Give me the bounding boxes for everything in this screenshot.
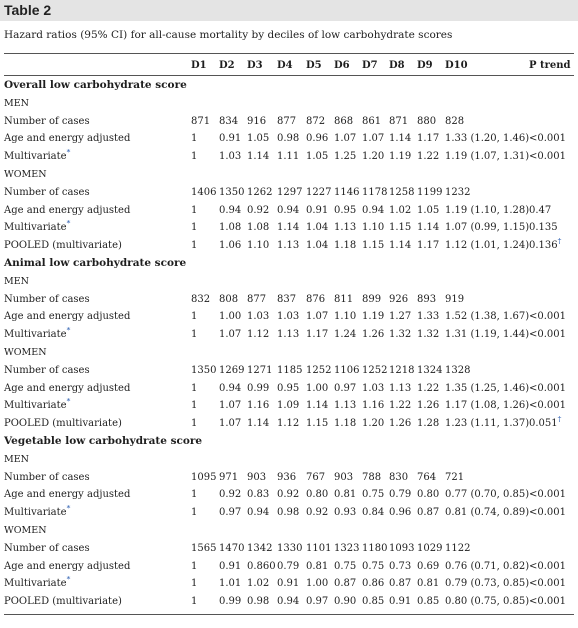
- table-cell: <0.001: [529, 507, 567, 519]
- table-cell: 1.16: [247, 400, 270, 412]
- column-header-d8: D8: [389, 60, 405, 71]
- table-cell: 1.22: [389, 400, 412, 412]
- table-cell: 1: [191, 596, 198, 608]
- group-label: WOMEN: [4, 525, 47, 536]
- row-label: Multivariate*: [4, 147, 71, 163]
- table-cell: 1258: [389, 186, 415, 198]
- table-cell: 0.98: [247, 596, 270, 608]
- table-cell: 1.31 (1.19, 1.44): [445, 329, 530, 341]
- table-cell: 0.85: [417, 596, 440, 608]
- table-cell: 1.13: [389, 382, 412, 394]
- table-cell: 0.81: [306, 560, 329, 572]
- table-cell: 0.81: [334, 489, 357, 501]
- table-cell: 1.14: [389, 240, 412, 252]
- table-cell: 1.23 (1.11, 1.37): [445, 418, 530, 430]
- table-cell: 1146: [334, 186, 360, 198]
- table-cell: 1095: [191, 471, 217, 483]
- table-cell: 1.35 (1.25, 1.46): [445, 382, 530, 394]
- table-cell: 1.19: [389, 151, 412, 163]
- header-rule: [4, 75, 574, 76]
- table-cell: 1.00: [219, 311, 242, 323]
- column-header-p-trend: P trend: [529, 60, 571, 71]
- table-cell: 1.25: [334, 151, 357, 163]
- table-cell: 811: [334, 293, 354, 305]
- row-label: POOLED (multivariate): [4, 418, 122, 430]
- table-cell: 0.80: [306, 489, 329, 501]
- table-cell: 1.03: [362, 382, 385, 394]
- table-cell: 871: [389, 115, 409, 127]
- table-cell: 0.94: [219, 204, 242, 216]
- table-title: Table 2: [4, 2, 52, 18]
- table-cell: 1.52 (1.38, 1.67): [445, 311, 530, 323]
- table-cell: 1227: [306, 186, 332, 198]
- table-cell: 1.33 (1.20, 1.46): [445, 133, 530, 145]
- table-cell: 1218: [389, 364, 415, 376]
- table-cell: 828: [445, 115, 465, 127]
- table-cell: 1271: [247, 364, 273, 376]
- table-title-bar: [0, 0, 578, 21]
- table-cell: 877: [247, 293, 267, 305]
- table-cell: 834: [219, 115, 239, 127]
- table-cell: 1.22: [417, 382, 440, 394]
- row-label: Multivariate*: [4, 575, 71, 590]
- table-cell: 0.051†: [529, 414, 562, 430]
- table-cell: 1.15: [306, 418, 329, 430]
- table-cell: 1.17: [417, 240, 440, 252]
- table-cell: 1262: [247, 186, 273, 198]
- table-cell: 1.14: [277, 222, 300, 234]
- row-label: Number of cases: [4, 186, 90, 198]
- table-cell: 1093: [389, 542, 415, 554]
- table-cell: 1.14: [247, 418, 270, 430]
- table-cell: 0.85: [362, 596, 385, 608]
- footnote-mark: *: [66, 325, 71, 335]
- footnote-mark: *: [66, 147, 71, 157]
- section-label: Animal low carbohydrate score: [4, 257, 187, 269]
- table-cell: 1.19 (1.10, 1.28): [445, 204, 530, 216]
- column-header-d7: D7: [362, 60, 378, 71]
- table-cell: 0.73: [389, 560, 412, 572]
- table-cell: 0.91: [219, 133, 242, 145]
- table-cell: 1.13: [334, 400, 357, 412]
- section-label: Overall low carbohydrate score: [4, 79, 187, 91]
- column-header-d5: D5: [306, 60, 322, 71]
- table-cell: 899: [362, 293, 382, 305]
- table-cell: 832: [191, 293, 211, 305]
- table-cell: 0.135: [529, 222, 558, 234]
- table-cell: 1324: [417, 364, 443, 376]
- table-cell: 1.09: [277, 400, 300, 412]
- table-cell: 1.14: [306, 400, 329, 412]
- table-cell: 1.32: [389, 329, 412, 341]
- table-cell: 0.99: [247, 382, 270, 394]
- table-cell: 1.05: [247, 133, 270, 145]
- table-cell: 1.07: [334, 133, 357, 145]
- table-cell: 1.14: [417, 222, 440, 234]
- table-cell: 1.10: [362, 222, 385, 234]
- table-cell: <0.001: [529, 382, 567, 394]
- table-cell: 1: [191, 382, 198, 394]
- table-cell: 808: [219, 293, 239, 305]
- table-cell: 1: [191, 560, 198, 572]
- table-cell: 0.95: [334, 204, 357, 216]
- table-cell: 0.96: [306, 133, 329, 145]
- table-cell: 1330: [277, 542, 303, 554]
- table-cell: 936: [277, 471, 297, 483]
- table-cell: 0.76 (0.71, 0.82): [445, 560, 530, 572]
- table-cell: 1.07: [362, 133, 385, 145]
- table-cell: 1328: [445, 364, 471, 376]
- group-label: WOMEN: [4, 169, 47, 180]
- table-cell: 1.07: [219, 329, 242, 341]
- table-cell: 1252: [306, 364, 332, 376]
- row-label: Age and energy adjusted: [4, 560, 131, 572]
- table-cell: 1: [191, 151, 198, 163]
- table-cell: 1199: [417, 186, 443, 198]
- column-header-d3: D3: [247, 60, 263, 71]
- row-label: POOLED (multivariate): [4, 596, 122, 608]
- table-cell: 903: [334, 471, 354, 483]
- column-header-d4: D4: [277, 60, 293, 71]
- table-cell: 0.97: [334, 382, 357, 394]
- table-cell: 0.77 (0.70, 0.85): [445, 489, 530, 501]
- table-cell: 767: [306, 471, 326, 483]
- table-cell: 1: [191, 400, 198, 412]
- table-cell: 872: [306, 115, 326, 127]
- table-cell: 1.13: [334, 222, 357, 234]
- group-label: MEN: [4, 275, 29, 287]
- table-cell: 1.17 (1.08, 1.26): [445, 400, 530, 412]
- table-cell: 1: [191, 418, 198, 430]
- table-cell: 1.02: [389, 204, 412, 216]
- table-cell: 1.26: [389, 418, 412, 430]
- row-label: Number of cases: [4, 293, 90, 305]
- table-cell: 0.93: [334, 507, 357, 519]
- table-cell: 1.03: [219, 151, 242, 163]
- table-cell: 1: [191, 222, 198, 234]
- table-cell: 1.15: [389, 222, 412, 234]
- table-cell: 837: [277, 293, 297, 305]
- table-cell: 0.75: [362, 489, 385, 501]
- table-cell: 1565: [191, 542, 217, 554]
- table-cell: 1.00: [306, 382, 329, 394]
- table-cell: 1: [191, 204, 198, 216]
- row-label: Age and energy adjusted: [4, 133, 131, 145]
- table-cell: 1106: [334, 364, 360, 376]
- table-cell: 0.80: [417, 489, 440, 501]
- table-cell: 871: [191, 115, 211, 127]
- table-cell: 1.26: [417, 400, 440, 412]
- table-cell: 1: [191, 578, 198, 590]
- table-cell: <0.001: [529, 489, 567, 501]
- table-cell: 1: [191, 311, 198, 323]
- table-cell: 1101: [306, 542, 332, 554]
- table-cell: 0.79 (0.73, 0.85): [445, 578, 530, 590]
- table-cell: 1: [191, 133, 198, 145]
- table-cell: 0.92: [306, 507, 329, 519]
- table-cell: 1.07: [219, 400, 242, 412]
- table-cell: 0.47: [529, 204, 552, 216]
- bottom-rule: [4, 614, 574, 615]
- table-cell: 0.94: [277, 204, 300, 216]
- footnote-mark: *: [66, 503, 71, 513]
- table-cell: 0.95: [277, 382, 300, 394]
- table-cell: 1.32: [417, 329, 440, 341]
- table-cell: 1: [191, 329, 198, 341]
- table-cell: 1323: [334, 542, 360, 554]
- table-cell: 1.07: [219, 418, 242, 430]
- table-cell: 1.02: [247, 578, 270, 590]
- footnote-mark: *: [66, 575, 71, 585]
- table-cell: 0.94: [277, 596, 300, 608]
- row-label: Number of cases: [4, 364, 90, 376]
- table-cell: 0.94: [219, 382, 242, 394]
- table-cell: 1.20: [362, 151, 385, 163]
- table-cell: 0.94: [362, 204, 385, 216]
- table-cell: 1: [191, 489, 198, 501]
- table-cell: 764: [417, 471, 437, 483]
- table-cell: 1.22: [417, 151, 440, 163]
- table-cell: 0.92: [247, 204, 270, 216]
- table-cell: 880: [417, 115, 437, 127]
- table-cell: 1122: [445, 542, 471, 554]
- table-cell: 1.33: [417, 311, 440, 323]
- table-cell: 1.04: [306, 222, 329, 234]
- table-cell: 788: [362, 471, 382, 483]
- table-cell: 1.17: [417, 133, 440, 145]
- table-cell: 0.99: [219, 596, 242, 608]
- table-cell: 830: [389, 471, 409, 483]
- table-cell: 0.87: [389, 578, 412, 590]
- table-cell: 1.06: [219, 240, 242, 252]
- footnote-mark: *: [66, 219, 71, 229]
- table-cell: 0.81 (0.74, 0.89): [445, 507, 530, 519]
- row-label: Number of cases: [4, 115, 90, 127]
- table-cell: 1.12: [247, 329, 270, 341]
- table-cell: 1252: [362, 364, 388, 376]
- table-cell: 0.69: [417, 560, 440, 572]
- table-cell: 1.03: [277, 311, 300, 323]
- table-cell: 0.84: [362, 507, 385, 519]
- table-cell: 1.08: [219, 222, 242, 234]
- table-cell: 0.91: [219, 560, 242, 572]
- row-label: Multivariate*: [4, 219, 71, 234]
- table-cell: 1406: [191, 186, 217, 198]
- table-cell: 1.12 (1.01, 1.24): [445, 240, 530, 252]
- table-cell: 1.05: [417, 204, 440, 216]
- table-cell: 0.96: [389, 507, 412, 519]
- table-cell: 1470: [219, 542, 245, 554]
- table-cell: 1342: [247, 542, 273, 554]
- row-label: Age and energy adjusted: [4, 311, 131, 323]
- row-label: Multivariate*: [4, 503, 71, 519]
- table-cell: 1.24: [334, 329, 357, 341]
- table-cell: 1.11: [277, 151, 300, 163]
- table-cell: 1185: [277, 364, 303, 376]
- table-cell: <0.001: [529, 578, 567, 590]
- table-cell: 1.19: [362, 311, 385, 323]
- table-cell: 1.04: [306, 240, 329, 252]
- row-label: Multivariate*: [4, 325, 71, 341]
- table-cell: 868: [334, 115, 354, 127]
- table-cell: 1.12: [277, 418, 300, 430]
- section-label: Vegetable low carbohydrate score: [4, 435, 203, 447]
- table-cell: 1029: [417, 542, 443, 554]
- table-cell: 0.97: [306, 596, 329, 608]
- table-cell: 0.81: [417, 578, 440, 590]
- top-rule: [4, 53, 574, 54]
- table-cell: 893: [417, 293, 437, 305]
- table-cell: 0.98: [277, 507, 300, 519]
- table-cell: <0.001: [529, 596, 567, 608]
- table-cell: 876: [306, 293, 326, 305]
- table-cell: 1.05: [306, 151, 329, 163]
- table-cell: 0.91: [389, 596, 412, 608]
- table-cell: 0.75: [334, 560, 357, 572]
- table-cell: 0.860: [247, 560, 276, 572]
- group-label: MEN: [4, 97, 29, 109]
- table-cell: 1.26: [362, 329, 385, 341]
- table-cell: 0.79: [389, 489, 412, 501]
- table-cell: 0.91: [306, 204, 329, 216]
- table-cell: 1.10: [247, 240, 270, 252]
- table-cell: 0.80 (0.75, 0.85): [445, 596, 530, 608]
- table-cell: 1269: [219, 364, 245, 376]
- column-header-d1: D1: [191, 60, 207, 71]
- column-header-d9: D9: [417, 60, 433, 71]
- row-label: Number of cases: [4, 471, 90, 483]
- table-cell: 1.14: [389, 133, 412, 145]
- table-cell: 0.136†: [529, 236, 562, 252]
- table-cell: 919: [445, 293, 465, 305]
- table-cell: 721: [445, 471, 465, 483]
- table-cell: 1.28: [417, 418, 440, 430]
- footnote-mark: †: [557, 236, 562, 246]
- table-cell: 1350: [219, 186, 245, 198]
- table-cell: 1350: [191, 364, 217, 376]
- group-label: MEN: [4, 453, 29, 465]
- table-cell: 0.92: [219, 489, 242, 501]
- table-cell: <0.001: [529, 151, 567, 163]
- table-cell: 1.01: [219, 578, 242, 590]
- table-cell: 1.00: [306, 578, 329, 590]
- table-cell: <0.001: [529, 311, 567, 323]
- table-cell: 1.14: [247, 151, 270, 163]
- table-cell: <0.001: [529, 560, 567, 572]
- table-cell: 0.90: [334, 596, 357, 608]
- table-cell: 1.03: [247, 311, 270, 323]
- table-cell: 1.13: [277, 329, 300, 341]
- table-cell: <0.001: [529, 133, 567, 145]
- table-cell: 877: [277, 115, 297, 127]
- row-label: POOLED (multivariate): [4, 240, 122, 252]
- table-cell: 971: [219, 471, 239, 483]
- table-cell: 1180: [362, 542, 388, 554]
- table-cell: 1.07 (0.99, 1.15): [445, 222, 530, 234]
- table-cell: 0.86: [362, 578, 385, 590]
- table-cell: <0.001: [529, 329, 567, 341]
- column-header-d6: D6: [334, 60, 350, 71]
- row-label: Age and energy adjusted: [4, 489, 131, 501]
- table-cell: 1.08: [247, 222, 270, 234]
- row-label: Number of cases: [4, 542, 90, 554]
- row-label: Age and energy adjusted: [4, 382, 131, 394]
- table-cell: 1.07: [306, 311, 329, 323]
- table-cell: 1.18: [334, 418, 357, 430]
- table-cell: 0.97: [219, 507, 242, 519]
- footnote-mark: †: [557, 414, 562, 424]
- table-cell: 1.17: [306, 329, 329, 341]
- column-header-d2: D2: [219, 60, 235, 71]
- table-cell: 916: [247, 115, 267, 127]
- table-cell: 0.94: [247, 507, 270, 519]
- table-cell: 1.18: [334, 240, 357, 252]
- table-cell: 1.20: [362, 418, 385, 430]
- table-cell: 861: [362, 115, 382, 127]
- table-cell: 1: [191, 240, 198, 252]
- table-cell: 1178: [362, 186, 388, 198]
- table-cell: 1297: [277, 186, 303, 198]
- row-label: Age and energy adjusted: [4, 204, 131, 216]
- table-cell: 1.19 (1.07, 1.31): [445, 151, 530, 163]
- footnote-mark: *: [66, 397, 71, 407]
- row-label: Multivariate*: [4, 397, 71, 412]
- table-cell: 0.92: [277, 489, 300, 501]
- table-cell: 926: [389, 293, 409, 305]
- table-cell: 1.27: [389, 311, 412, 323]
- table-cell: 903: [247, 471, 267, 483]
- table-cell: 1.15: [362, 240, 385, 252]
- table-cell: <0.001: [529, 400, 567, 412]
- table-cell: 0.98: [277, 133, 300, 145]
- table-cell: 0.75: [362, 560, 385, 572]
- table-cell: 1.10: [334, 311, 357, 323]
- table-cell: 0.79: [277, 560, 300, 572]
- table-cell: 0.87: [334, 578, 357, 590]
- table-cell: 1: [191, 507, 198, 519]
- group-label: WOMEN: [4, 347, 47, 358]
- table-caption: Hazard ratios (95% CI) for all-cause mortality by deciles of low carbohydrate scores: [4, 29, 453, 41]
- table-cell: 1.13: [277, 240, 300, 252]
- table-cell: 0.91: [277, 578, 300, 590]
- table-cell: 0.87: [417, 507, 440, 519]
- table-cell: 1232: [445, 186, 471, 198]
- table-cell: 1.16: [362, 400, 385, 412]
- table-cell: 0.83: [247, 489, 270, 501]
- column-header-d10: D10: [445, 60, 468, 71]
